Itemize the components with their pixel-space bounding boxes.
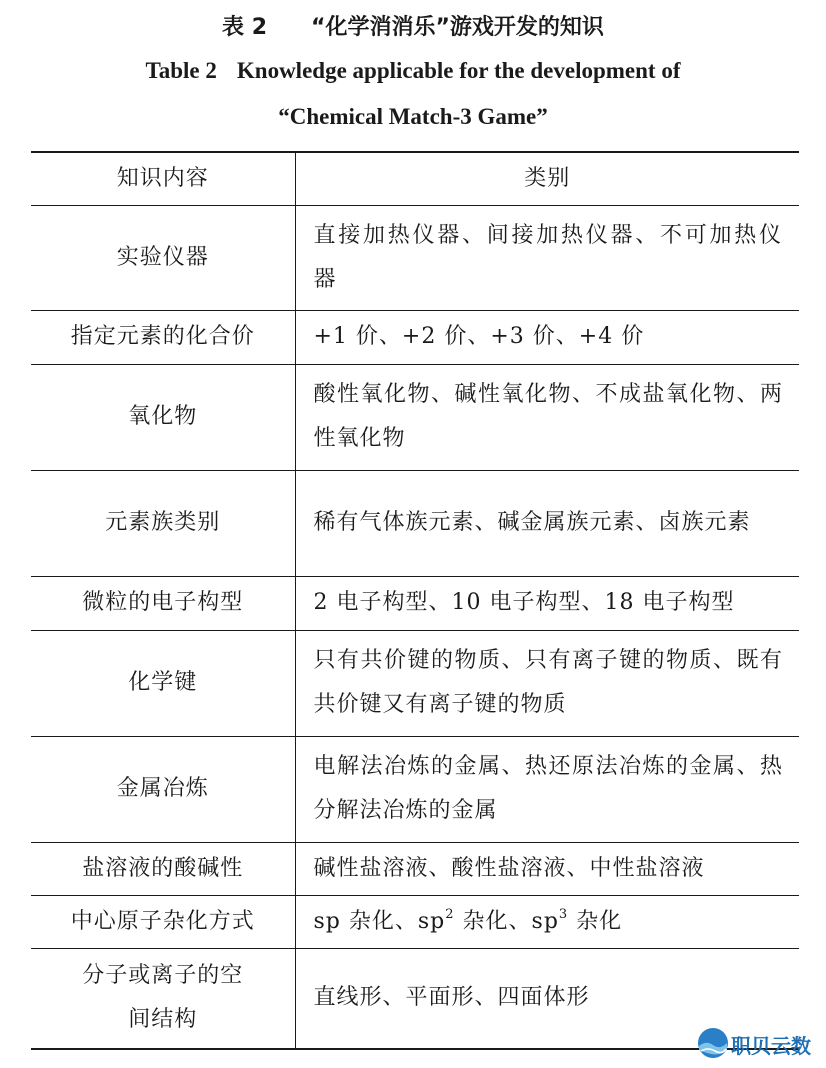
table-row xyxy=(31,948,799,1049)
row-topic: 中心原子杂化方式 xyxy=(31,895,295,948)
row-topic: 金属冶炼 xyxy=(31,736,295,842)
row-topic: 实验仪器 xyxy=(31,205,295,310)
table-row xyxy=(31,842,799,895)
row-category: 直接加热仪器、间接加热仪器、不可加热仪器 xyxy=(295,205,799,310)
caption-en-number: Table 2 xyxy=(145,58,217,83)
watermark-text: 职贝云数 xyxy=(731,1034,811,1058)
table-row xyxy=(31,364,799,470)
row-category: sp 杂化、$sp^2$ 杂化、$sp^3$ 杂化 xyxy=(295,895,799,948)
header-category: 类别 xyxy=(524,165,571,191)
caption-en-title-line2: “Chemical Match-3 Game” xyxy=(278,104,548,129)
table-row xyxy=(31,736,799,842)
row-topic: 指定元素的化合价 xyxy=(31,310,295,364)
table-row xyxy=(31,470,799,576)
row-topic: 微粒的电子构型 xyxy=(31,576,295,630)
row-category: 2 电子构型、10 电子构型、18 电子构型 xyxy=(295,576,799,630)
table-header-row xyxy=(31,152,799,205)
row-category: 直线形、平面形、四面体形 xyxy=(295,948,799,1049)
caption-en-title-line1: Knowledge applicable for the development of xyxy=(236,58,681,83)
row-category: 酸性氧化物、碱性氧化物、不成盐氧化物、两性氧化物 xyxy=(295,364,799,470)
row-category: 电解法冶炼的金属、热还原法冶炼的金属、热分解法冶炼的金属 xyxy=(295,736,799,842)
caption-cn-number: 表 2 xyxy=(222,15,268,40)
row-category: 只有共价键的物质、只有离子键的物质、既有共价键又有离子键的物质 xyxy=(295,630,799,736)
header-topic: 知识内容 xyxy=(31,152,295,205)
row-topic: 分子或离子的空间结构 xyxy=(31,948,295,1049)
table-row xyxy=(31,205,799,310)
table-row xyxy=(31,310,799,364)
row-category: 稀有气体族元素、碱金属族元素、卤族元素 xyxy=(295,470,799,576)
watermark-logo xyxy=(697,1026,821,1062)
caption-cn-title: “化学消消乐”游戏开发的知识 xyxy=(311,15,604,40)
row-category: +1 价、+2 价、+3 价、+4 价 xyxy=(295,310,799,364)
knowledge-table xyxy=(31,151,799,1050)
table-caption-en-line1 xyxy=(0,58,826,84)
row-topic: 氧化物 xyxy=(31,364,295,470)
table-row xyxy=(31,630,799,736)
table-row xyxy=(31,895,799,948)
wave-globe-icon xyxy=(697,1026,729,1060)
table-row xyxy=(31,576,799,630)
table-caption-cn xyxy=(0,10,826,41)
row-topic: 盐溶液的酸碱性 xyxy=(31,842,295,895)
row-category: 碱性盐溶液、酸性盐溶液、中性盐溶液 xyxy=(295,842,799,895)
row-topic: 化学键 xyxy=(31,630,295,736)
table-caption-en-line2 xyxy=(0,104,826,130)
row-topic: 元素族类别 xyxy=(31,470,295,576)
